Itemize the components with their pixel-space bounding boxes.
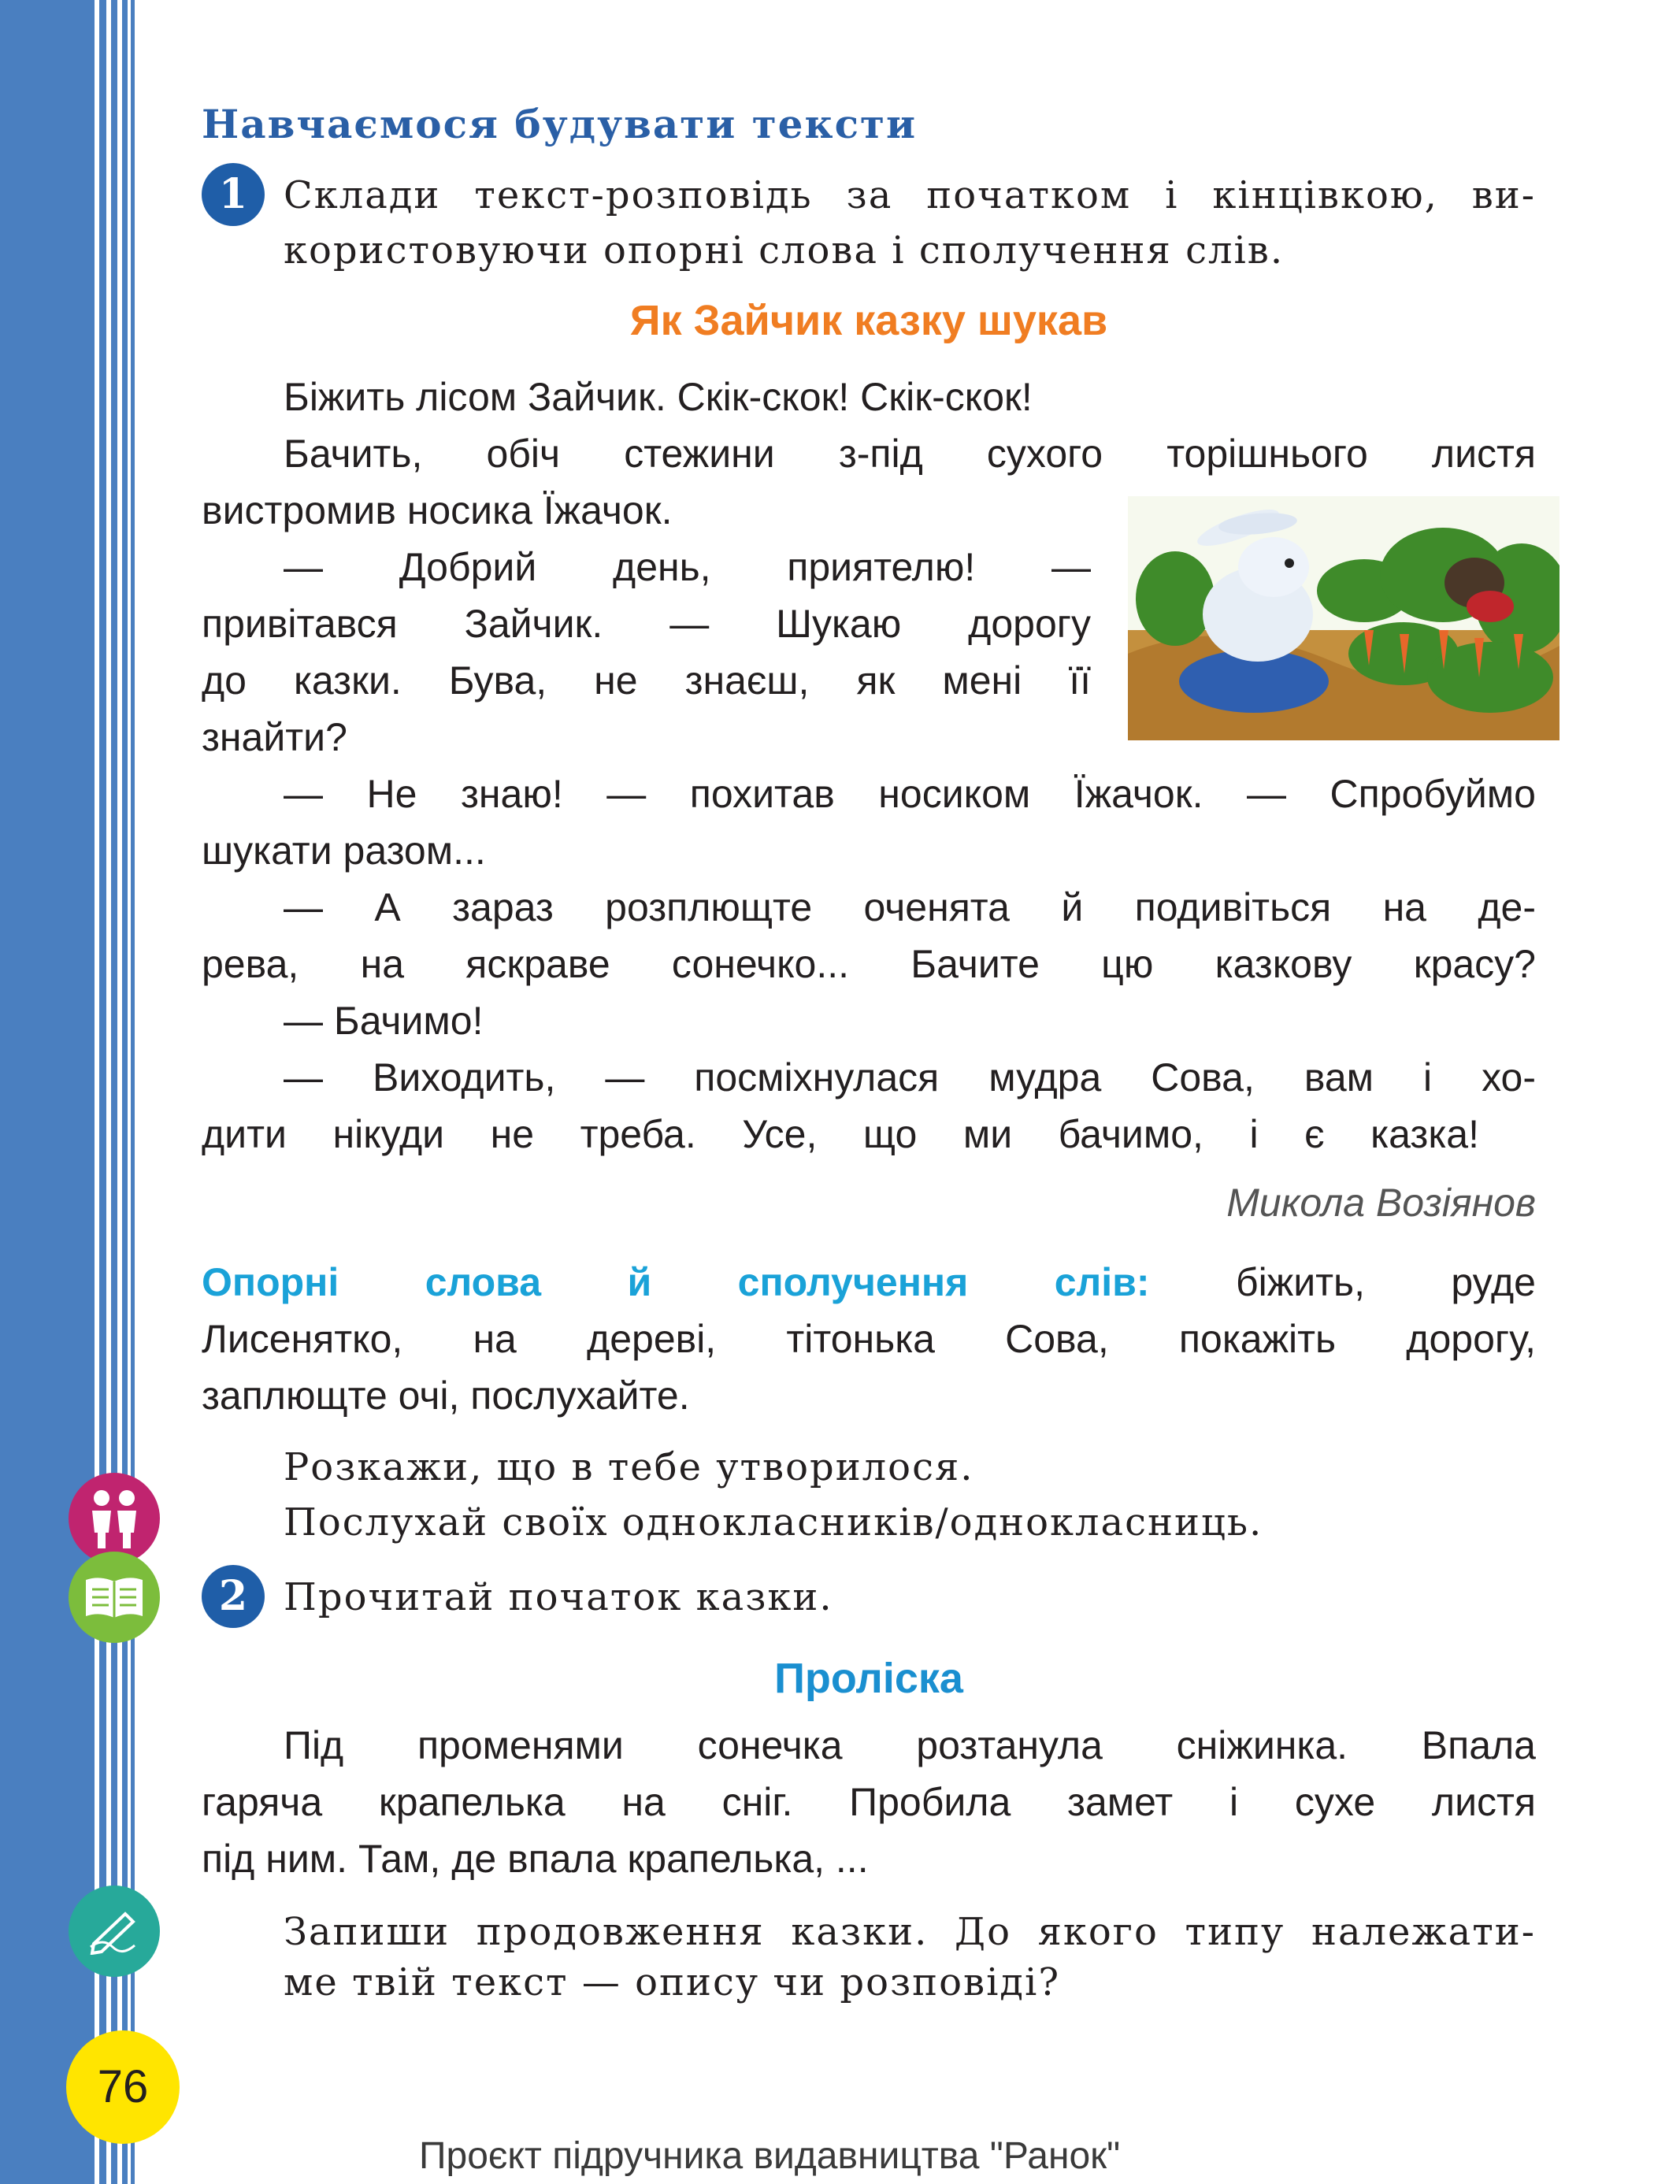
keywords-text: Лисенятко, на дереві, тітонька Сова, покажіть дорогу,	[202, 1317, 1536, 1361]
story-line: знайти?	[202, 715, 347, 759]
hare-illustration	[1128, 496, 1559, 740]
story-line: — А зараз розплющте оченята й подивіться на де-	[284, 885, 1536, 929]
footer-note: Проєкт підручника видавництва "Ранок"	[419, 2135, 1121, 2177]
margin-stripe	[122, 0, 128, 2184]
open-book-icon	[69, 1552, 160, 1643]
keywords-label: Опорні слова й сполучення слів:	[202, 1260, 1150, 1304]
section-title: Навчаємося будувати тексти	[202, 101, 918, 147]
story-line: рева, на яскраве сонечко... Бачите цю казкову красу?	[202, 942, 1536, 986]
task-2-instruction: Прочитай початок казки.	[284, 1575, 833, 1619]
task-1-line: Склади текст-розповідь за початком і кінцівкою, ви-	[284, 173, 1536, 217]
story-line: шукати разом...	[202, 829, 486, 873]
story-line: гаряча крапелька на сніг. Пробила замет і сухе листя	[202, 1780, 1536, 1824]
left-margin-band	[0, 0, 95, 2184]
keywords-block	[202, 1254, 1536, 1424]
task-number-badge: 1	[202, 163, 265, 226]
story-title: Як Зайчик казку шукав	[629, 297, 1108, 344]
pair-task-line: Послухай своїх однокласників/однокласниць.	[284, 1500, 1263, 1544]
task-1-line: користовуючи опорні слова і сполучення слів.	[284, 228, 1285, 273]
pencil-writing-icon	[69, 1886, 160, 1977]
story-line: — Виходить, — посміхнулася мудра Сова, вам і хо-	[284, 1055, 1536, 1099]
story-line: привітався Зайчик. — Шукаю дорогу	[202, 602, 1091, 646]
story-line: дити нікуди не треба. Усе, що ми бачимо, і є казка!	[202, 1112, 1479, 1156]
story-line: — Бачимо!	[284, 999, 484, 1043]
task-1-instruction	[284, 168, 1536, 278]
keywords-text: заплющте очі, послухайте.	[202, 1374, 690, 1418]
children-pair-icon	[69, 1473, 160, 1564]
keywords-text: біжить, руде	[1236, 1260, 1536, 1304]
story-line: до казки. Бува, не знаєш, як мені її	[202, 658, 1091, 703]
margin-stripe	[131, 0, 135, 2184]
margin-stripe	[111, 0, 117, 2184]
write-task-line: Запиши продовження казки. До якого типу належати-	[284, 1910, 1536, 1954]
margin-stripe	[99, 0, 106, 2184]
story-line: — Добрий день, приятелю! —	[284, 545, 1091, 589]
author-signature: Микола Возіянов	[1226, 1181, 1536, 1225]
story-line: під ним. Там, де впала крапелька, ...	[202, 1837, 869, 1881]
story-line: — Не знаю! — похитав носиком Їжачок. — Спробуймо	[284, 772, 1536, 816]
pair-task-line: Розкажи, що в тебе утворилося.	[284, 1445, 974, 1489]
story-title: Проліска	[774, 1655, 963, 1702]
task-number-badge: 2	[202, 1565, 265, 1628]
story-line: Бачить, обіч стежини з-під сухого торішнього листя	[284, 432, 1536, 476]
write-task-line: ме твій текст — опису чи розповіді?	[284, 1960, 1061, 2004]
story-line: Під променями сонечка розтанула сніжинка. Впала	[284, 1723, 1536, 1767]
page-number: 76	[66, 2030, 180, 2144]
story-line: Біжить лісом Зайчик. Скік-скок! Скік-скок!	[284, 375, 1033, 419]
story-line: вистромив носика Їжачок.	[202, 488, 673, 532]
